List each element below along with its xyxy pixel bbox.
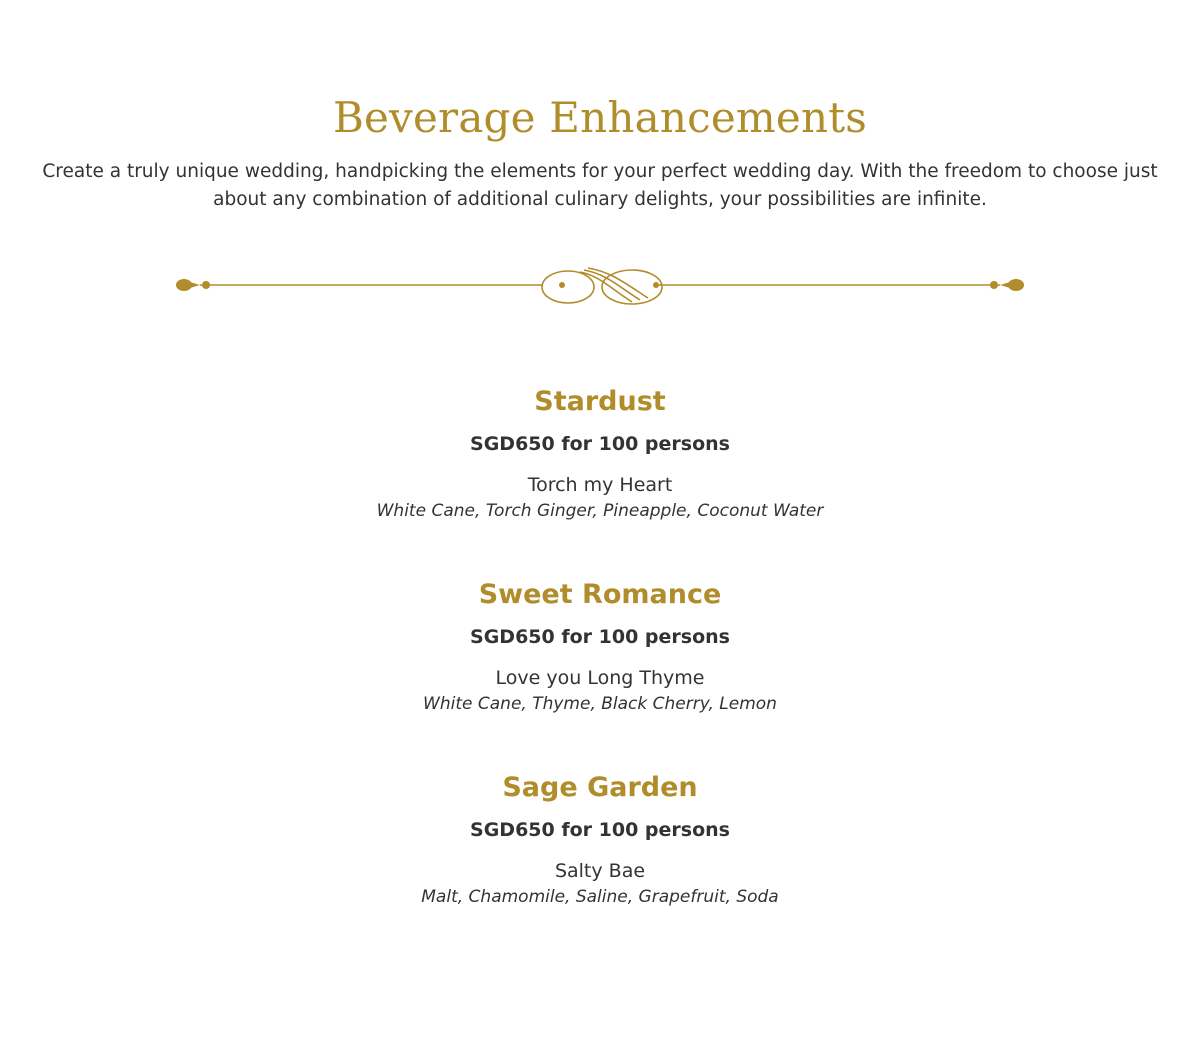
package-sweet-romance	[0, 577, 1200, 717]
package-name: Stardust	[534, 386, 666, 417]
intro-paragraph: Create a truly unique wedding, handpicking the elements for your perfect wedding day. With the freedom to choose just about any combination of additional culinary delights, your possibilities are infinite.	[42, 161, 1158, 210]
drink-ingredients: Malt, Chamomile, Saline, Grapefruit, Soda	[421, 887, 779, 907]
drink-ingredients: White Cane, Thyme, Black Cherry, Lemon	[423, 694, 777, 714]
drink-name: Salty Bae	[554, 860, 646, 882]
package-name: Sweet Romance	[478, 579, 722, 610]
package-price: SGD650 for 100 persons	[470, 626, 730, 648]
drink-name: Torch my Heart	[527, 474, 673, 496]
drink-ingredients: White Cane, Torch Ginger, Pineapple, Coconut Water	[376, 501, 824, 521]
page-title: Beverage Enhancements	[332, 93, 868, 142]
package-price: SGD650 for 100 persons	[470, 819, 730, 841]
package-price: SGD650 for 100 persons	[470, 433, 730, 455]
drink-name: Love you Long Thyme	[495, 667, 705, 689]
package-sage-garden	[0, 770, 1200, 910]
package-name: Sage Garden	[502, 772, 698, 803]
package-stardust	[0, 384, 1200, 524]
ornamental-divider-icon	[170, 262, 1030, 312]
